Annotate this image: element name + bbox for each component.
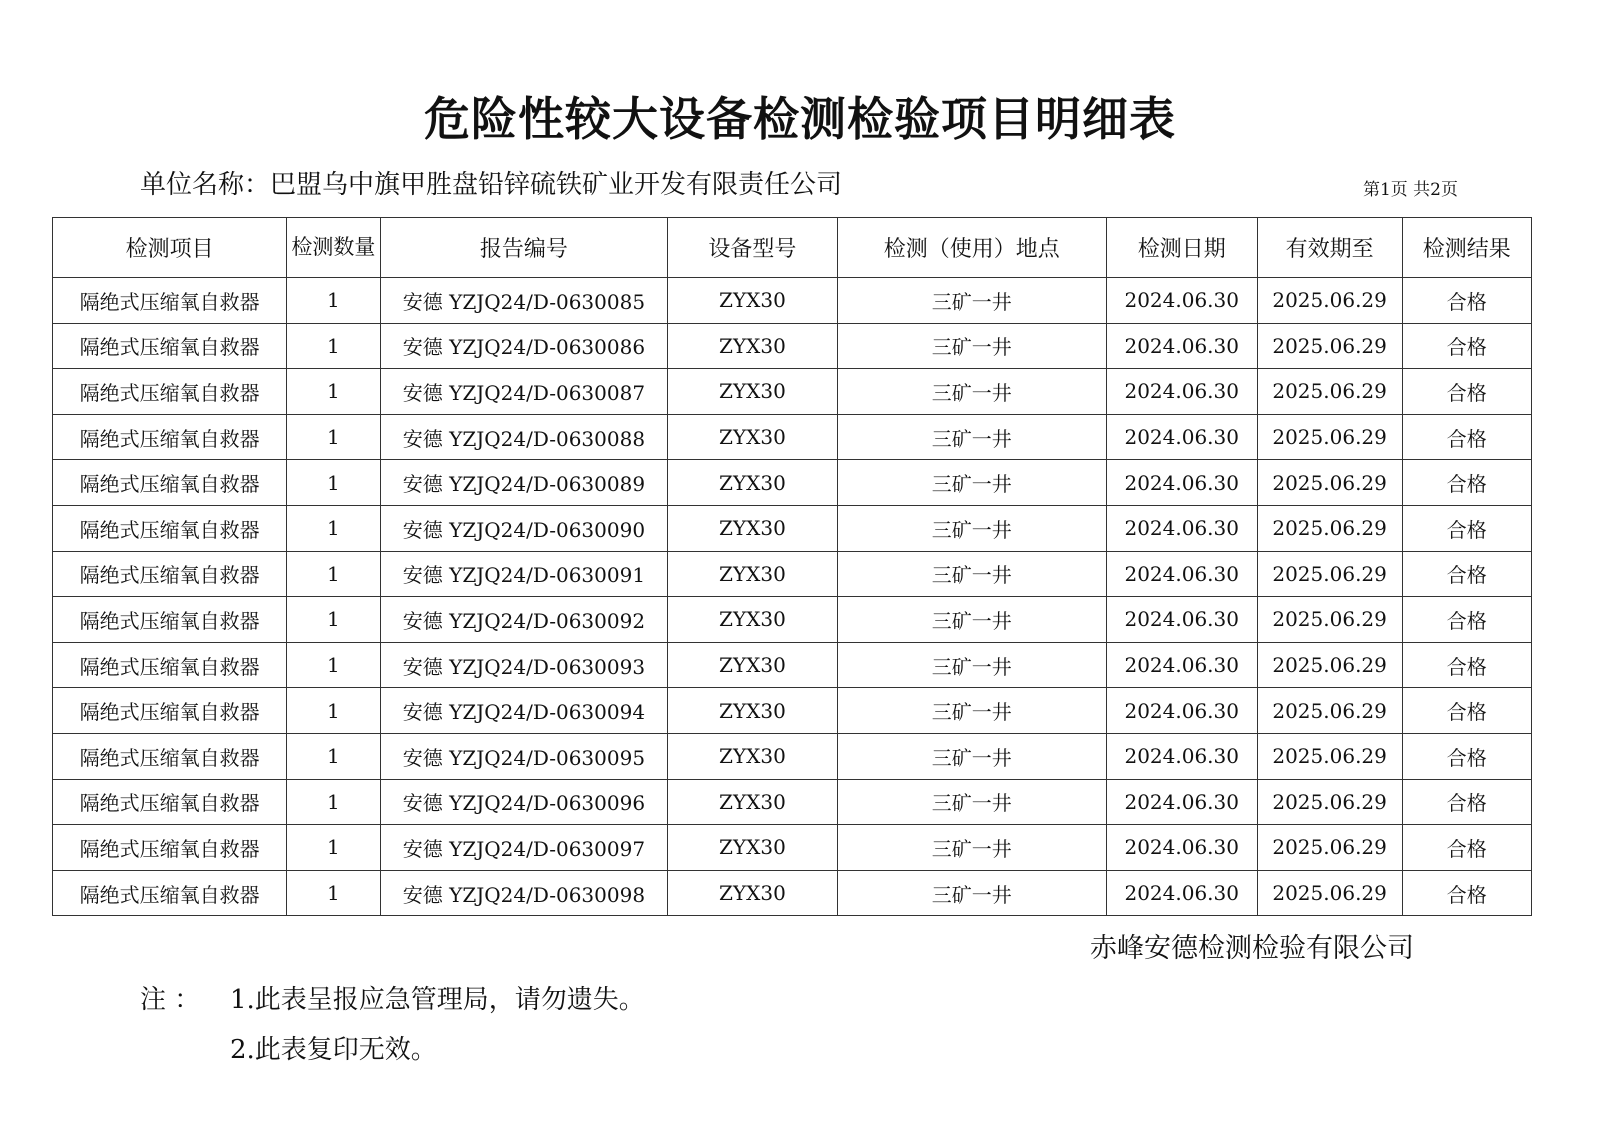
cell-test-date: 2024.06.30 [1106,278,1257,324]
table-body [53,278,1532,916]
cell-valid-until: 2025.06.29 [1257,642,1402,688]
cell-model: ZYX30 [668,870,837,916]
table-row [53,414,1532,460]
cell-report-number: 安德 YZJQ24/D-0630089 [380,460,668,506]
column-header-location: 检测（使用）地点 [837,218,1106,278]
table-row [53,825,1532,871]
cell-item: 隔绝式压缩氧自救器 [53,779,287,825]
cell-item: 隔绝式压缩氧自救器 [53,323,287,369]
cell-report-number: 安德 YZJQ24/D-0630096 [380,779,668,825]
cell-quantity: 1 [287,369,380,415]
cell-model: ZYX30 [668,825,837,871]
cell-report-number: 安德 YZJQ24/D-0630098 [380,870,668,916]
cell-quantity: 1 [287,825,380,871]
column-header-test-date: 检测日期 [1106,218,1257,278]
note-item: 2.此表复印无效。 [230,1035,437,1065]
cell-result: 合格 [1402,505,1531,551]
cell-result: 合格 [1402,825,1531,871]
note-item: 1.此表呈报应急管理局，请勿遗失。 [230,985,645,1015]
cell-item: 隔绝式压缩氧自救器 [53,551,287,597]
cell-result: 合格 [1402,597,1531,643]
cell-valid-until: 2025.06.29 [1257,460,1402,506]
cell-location: 三矿一井 [837,642,1106,688]
cell-valid-until: 2025.06.29 [1257,597,1402,643]
cell-valid-until: 2025.06.29 [1257,551,1402,597]
cell-quantity: 1 [287,779,380,825]
cell-item: 隔绝式压缩氧自救器 [53,369,287,415]
cell-result: 合格 [1402,779,1531,825]
cell-location: 三矿一井 [837,551,1106,597]
notes-label: 注 ： [140,985,201,1015]
cell-model: ZYX30 [668,688,837,734]
cell-location: 三矿一井 [837,278,1106,324]
inspection-detail-table [52,217,1532,916]
cell-valid-until: 2025.06.29 [1257,825,1402,871]
table-row [53,779,1532,825]
cell-item: 隔绝式压缩氧自救器 [53,825,287,871]
page-title: 危险性较大设备检测检验项目明细表 [424,92,1176,146]
cell-report-number: 安德 YZJQ24/D-0630095 [380,733,668,779]
cell-item: 隔绝式压缩氧自救器 [53,870,287,916]
cell-model: ZYX30 [668,278,837,324]
cell-result: 合格 [1402,460,1531,506]
cell-test-date: 2024.06.30 [1106,779,1257,825]
cell-valid-until: 2025.06.29 [1257,323,1402,369]
cell-quantity: 1 [287,323,380,369]
cell-test-date: 2024.06.30 [1106,870,1257,916]
cell-test-date: 2024.06.30 [1106,642,1257,688]
cell-result: 合格 [1402,870,1531,916]
cell-location: 三矿一井 [837,733,1106,779]
cell-test-date: 2024.06.30 [1106,323,1257,369]
cell-item: 隔绝式压缩氧自救器 [53,597,287,643]
cell-report-number: 安德 YZJQ24/D-0630094 [380,688,668,734]
cell-quantity: 1 [287,414,380,460]
cell-report-number: 安德 YZJQ24/D-0630085 [380,278,668,324]
cell-valid-until: 2025.06.29 [1257,505,1402,551]
cell-quantity: 1 [287,688,380,734]
cell-report-number: 安德 YZJQ24/D-0630090 [380,505,668,551]
cell-model: ZYX30 [668,414,837,460]
column-header-report-number: 报告编号 [380,218,668,278]
cell-result: 合格 [1402,323,1531,369]
cell-location: 三矿一井 [837,414,1106,460]
cell-test-date: 2024.06.30 [1106,733,1257,779]
cell-valid-until: 2025.06.29 [1257,369,1402,415]
cell-result: 合格 [1402,278,1531,324]
cell-test-date: 2024.06.30 [1106,597,1257,643]
table-row [53,597,1532,643]
cell-test-date: 2024.06.30 [1106,369,1257,415]
unit-name: 单位名称：巴盟乌中旗甲胜盘铅锌硫铁矿业开发有限责任公司 [140,170,843,200]
cell-quantity: 1 [287,597,380,643]
cell-item: 隔绝式压缩氧自救器 [53,505,287,551]
cell-report-number: 安德 YZJQ24/D-0630091 [380,551,668,597]
cell-model: ZYX30 [668,733,837,779]
cell-test-date: 2024.06.30 [1106,825,1257,871]
cell-item: 隔绝式压缩氧自救器 [53,688,287,734]
cell-report-number: 安德 YZJQ24/D-0630086 [380,323,668,369]
cell-location: 三矿一井 [837,779,1106,825]
cell-location: 三矿一井 [837,323,1106,369]
cell-result: 合格 [1402,688,1531,734]
cell-test-date: 2024.06.30 [1106,414,1257,460]
cell-test-date: 2024.06.30 [1106,460,1257,506]
cell-valid-until: 2025.06.29 [1257,688,1402,734]
cell-location: 三矿一井 [837,597,1106,643]
cell-valid-until: 2025.06.29 [1257,414,1402,460]
cell-result: 合格 [1402,642,1531,688]
column-header-item: 检测项目 [53,218,287,278]
cell-location: 三矿一井 [837,369,1106,415]
cell-item: 隔绝式压缩氧自救器 [53,733,287,779]
cell-item: 隔绝式压缩氧自救器 [53,642,287,688]
table-row [53,870,1532,916]
cell-report-number: 安德 YZJQ24/D-0630097 [380,825,668,871]
issuer-company: 赤峰安德检测检验有限公司 [1090,933,1414,964]
cell-item: 隔绝式压缩氧自救器 [53,414,287,460]
cell-model: ZYX30 [668,779,837,825]
cell-item: 隔绝式压缩氧自救器 [53,460,287,506]
column-header-quantity: 检测数量 [287,218,380,278]
cell-valid-until: 2025.06.29 [1257,870,1402,916]
cell-quantity: 1 [287,733,380,779]
cell-report-number: 安德 YZJQ24/D-0630093 [380,642,668,688]
cell-test-date: 2024.06.30 [1106,551,1257,597]
cell-model: ZYX30 [668,642,837,688]
cell-valid-until: 2025.06.29 [1257,278,1402,324]
column-header-result: 检测结果 [1402,218,1531,278]
cell-quantity: 1 [287,642,380,688]
cell-model: ZYX30 [668,369,837,415]
cell-test-date: 2024.06.30 [1106,688,1257,734]
cell-quantity: 1 [287,551,380,597]
table-row [53,688,1532,734]
cell-quantity: 1 [287,460,380,506]
header-row [53,218,1532,278]
cell-model: ZYX30 [668,505,837,551]
table-row [53,323,1532,369]
cell-location: 三矿一井 [837,505,1106,551]
table-row [53,551,1532,597]
column-header-valid-until: 有效期至 [1257,218,1402,278]
cell-model: ZYX30 [668,460,837,506]
cell-valid-until: 2025.06.29 [1257,733,1402,779]
cell-location: 三矿一井 [837,688,1106,734]
table-row [53,642,1532,688]
cell-model: ZYX30 [668,597,837,643]
cell-valid-until: 2025.06.29 [1257,779,1402,825]
cell-result: 合格 [1402,369,1531,415]
cell-model: ZYX30 [668,323,837,369]
table-row [53,460,1532,506]
table-row [53,505,1532,551]
table-header [53,218,1532,278]
cell-test-date: 2024.06.30 [1106,505,1257,551]
table-row [53,369,1532,415]
cell-result: 合格 [1402,414,1531,460]
cell-report-number: 安德 YZJQ24/D-0630088 [380,414,668,460]
cell-location: 三矿一井 [837,870,1106,916]
cell-report-number: 安德 YZJQ24/D-0630087 [380,369,668,415]
cell-location: 三矿一井 [837,460,1106,506]
table-row [53,278,1532,324]
cell-quantity: 1 [287,505,380,551]
cell-quantity: 1 [287,278,380,324]
cell-quantity: 1 [287,870,380,916]
table-row [53,733,1532,779]
cell-result: 合格 [1402,551,1531,597]
cell-result: 合格 [1402,733,1531,779]
cell-model: ZYX30 [668,551,837,597]
column-header-model: 设备型号 [668,218,837,278]
cell-item: 隔绝式压缩氧自救器 [53,278,287,324]
page-number: 第1页 共2页 [1362,180,1458,200]
cell-report-number: 安德 YZJQ24/D-0630092 [380,597,668,643]
cell-location: 三矿一井 [837,825,1106,871]
